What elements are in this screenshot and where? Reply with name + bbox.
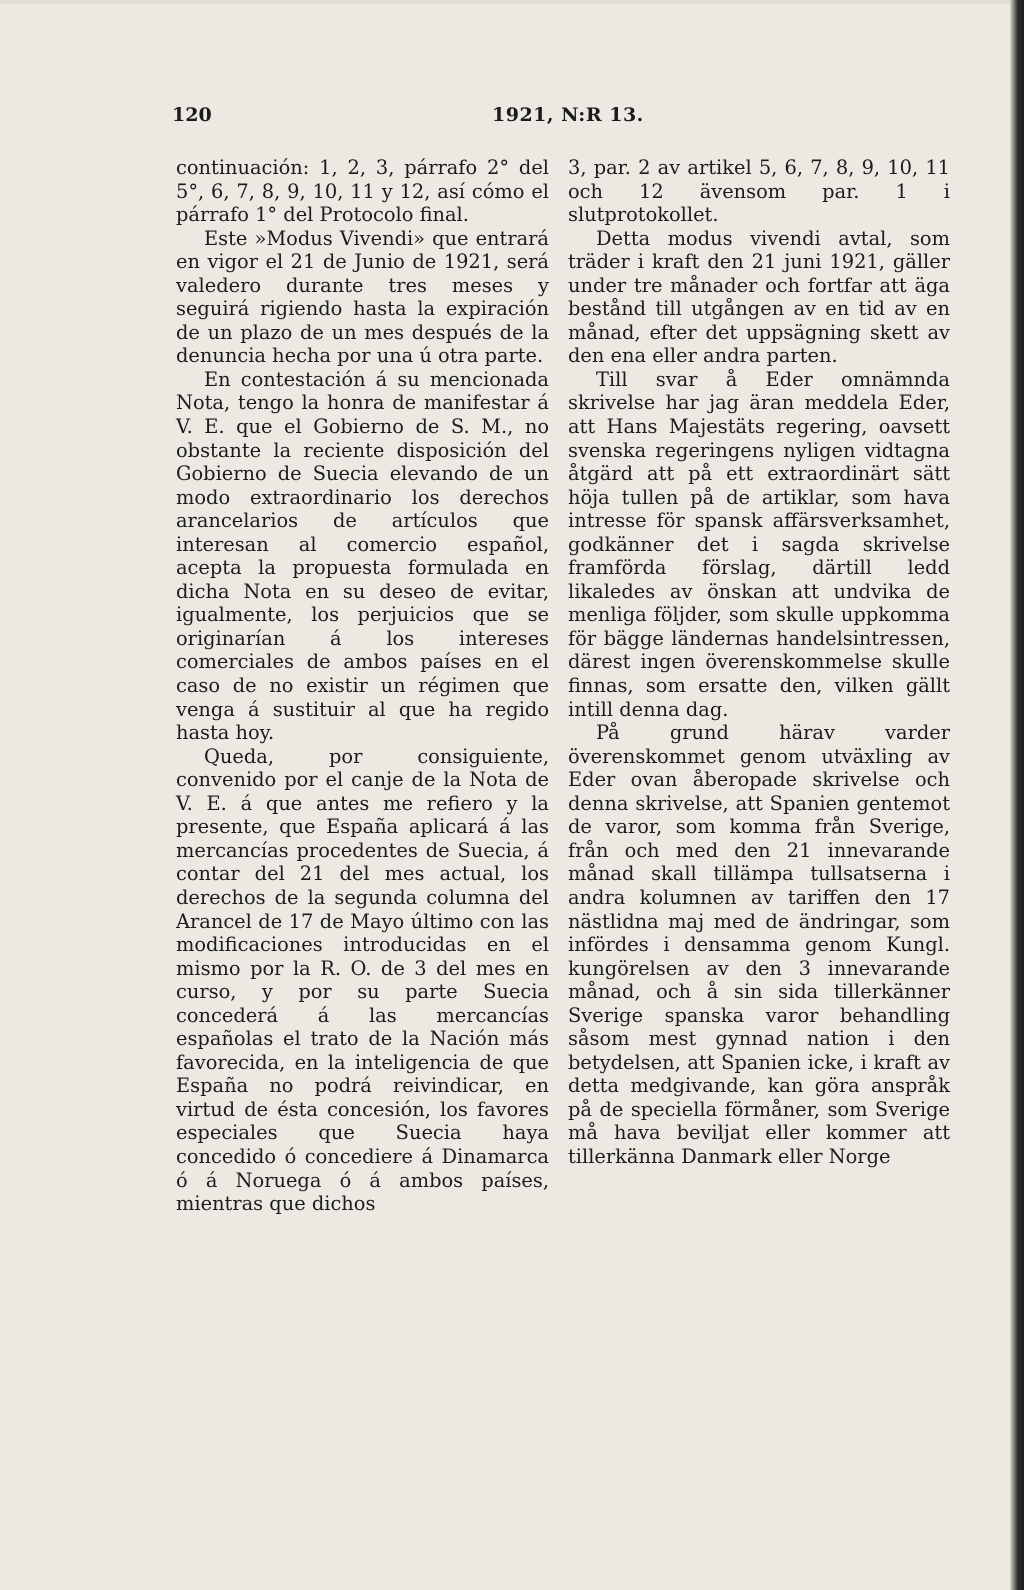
spanish-paragraph-2: Este »Modus Vivendi» que entrará en vigor el 21 de Junio de 1921, será valedero durante tres meses y seguirá rigiendo hasta la expiración de un plazo de un mes después de la denuncia hecha por una ú otra parte. [176,226,549,368]
running-head [172,104,952,134]
swedish-paragraph-3: Till svar å Eder omnämnda skrivelse har jag äran meddela Eder, att Hans Majestäts regering, oavsett svenska regeringens nyligen vidtagna åtgärd att på ett extraordinärt sätt höja tullen på de artiklar, som hava intresse för spansk affärsverksamhet, godkänner det i sagda skrivelse framförda förslag, därtill ledd likaledes av önskan att undvika de menliga följder, som skulle uppkomma för bägge ländernas handelsintressen, därest ingen överenskommelse skulle finnas, som ersatte den, vilken gällt intill denna dag. [568,367,950,721]
spanish-paragraph-3: En contestación á su mencionada Nota, tengo la honra de manifestar á V. E. que el Gobierno de S. M., no obstante la reciente disposición del Gobierno de Suecia elevando de un modo extraordinario los derechos arancelarios de artículos que interesan al comercio español, acepta la propuesta formulada en dicha Nota en su deseo de evitar, igualmente, los perjuicios que se originarían á los intereses comerciales de ambos países en el caso de no existir un régimen que venga á sustituir al que ha regido hasta hoy. [176,367,549,745]
swedish-paragraph-1: 3, par. 2 av artikel 5, 6, 7, 8, 9, 10, 11 och 12 ävensom par. 1 i slutprotokollet. [568,156,950,227]
page-number: 120 [172,104,212,126]
swedish-paragraph-2: Detta modus vivendi avtal, som träder i kraft den 21 juni 1921, gäller under tre månader och fortfar att äga bestånd till utgången av en tid av en månad, efter det uppsägning skett av den ena eller andra parten. [568,226,950,368]
swedish-column [568,156,950,1169]
spanish-column [176,156,549,1216]
scan-right-edge [1010,0,1024,1590]
scan-top-edge [0,0,1024,4]
spanish-paragraph-1: continuación: 1, 2, 3, párrafo 2° del 5°, 6, 7, 8, 9, 10, 11 y 12, así cómo el párrafo 1° del Protocolo final. [176,156,549,227]
spanish-paragraph-4: Queda, por consiguiente, convenido por el canje de la Nota de V. E. á que antes me refiero y la presente, que España aplicará á las mercancías procedentes de Suecia, á contar del 21 del mes actual, los derechos de la segunda columna del Arancel de 17 de Mayo último con las modificaciones introducidas en el mismo por la R. O. de 3 del mes en curso, y por su parte Suecia concederá á las mercancías españolas el trato de la Nación más favorecida, en la inteligencia de que España no podrá reivindicar, en virtud de ésta concesión, los favores especiales que Suecia haya concedido ó concediere á Dinamarca ó á Noruega ó á ambos países, mientras que dichos [176,744,549,1216]
swedish-paragraph-4: På grund härav varder överenskommet genom utväxling av Eder ovan åberopade skrivelse och denna skrivelse, att Spanien gentemot de varor, som komma från Sverige, från och med den 21 innevarande månad skall tillämpa tullsatserna i andra kolumnen av tariffen den 17 nästlidna maj med de ändringar, som infördes i densamma genom Kungl. kungörelsen av den 3 innevarande månad, och å sin sida tillerkänner Sverige spanska varor behandling såsom mest gynnad nation i den betydelsen, att Spanien icke, i kraft av detta medgivande, kan göra anspråk på de speciella förmåner, som Sverige må hava beviljat eller kommer att tillerkänna Danmark eller Norge [568,721,950,1168]
issue-label: 1921, N:R 13. [492,104,644,126]
